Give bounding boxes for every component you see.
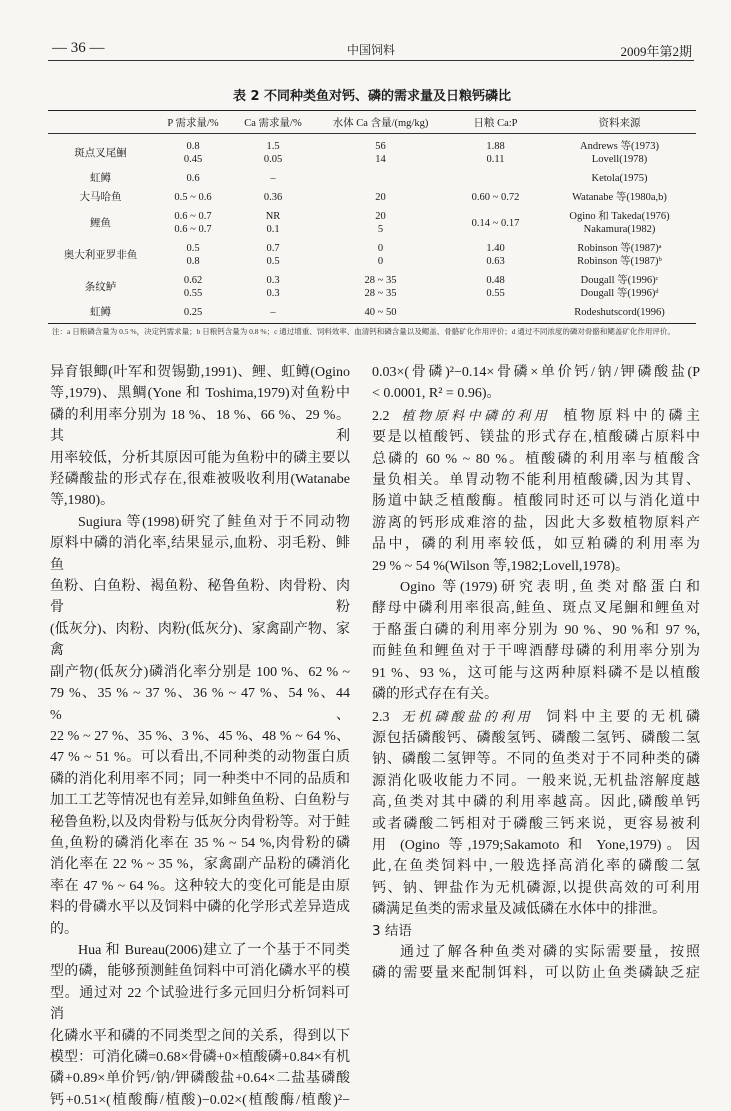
table-row	[48, 166, 696, 185]
text-line	[50, 405, 350, 448]
line-text: 而鲑鱼和鲤鱼对于干啤酒酵母磷的利用率分别为	[372, 644, 700, 660]
text-line	[372, 362, 700, 383]
line-text: 高,鱼类对其中磷的利用率越高。因此,磷酸单钙	[372, 795, 700, 811]
table-cell: 0.62	[183, 275, 203, 286]
text-line	[372, 792, 700, 813]
column-header: 水体 Ca 含量/(mg/kg)	[313, 111, 448, 134]
line-text: 秘鲁鱼粉,以及肉骨粉与低灰分肉骨粉等。对于鲑	[50, 814, 350, 830]
text-line	[50, 983, 350, 1026]
paragraph	[50, 362, 350, 512]
text-line	[50, 769, 350, 790]
table-cell: Ogino 和 Takeda(1976)	[569, 211, 670, 222]
text-line	[50, 833, 350, 854]
table-cell	[448, 166, 543, 185]
column-header: 日粮 Ca:P	[448, 111, 543, 134]
table-cell: 0.5	[186, 243, 200, 254]
text-line	[372, 620, 700, 641]
text-line	[50, 961, 350, 982]
line-text: 源消化吸收能力不同。一般来说,无机盐溶解度越	[372, 773, 700, 789]
table-cell: 56	[375, 141, 386, 152]
table-cell: Dougall 等(1996)ᶜ	[580, 275, 659, 286]
text-line	[372, 513, 700, 534]
text-line	[50, 533, 350, 576]
text-line	[50, 1090, 350, 1111]
table-cell: –	[270, 173, 276, 184]
line-text: 源包括磷酸钙、磷酸氢钙、磷酸二氢钙、磷酸二氢	[372, 730, 700, 746]
text-line	[372, 470, 700, 491]
line-text: 或者磷酸二钙相对于磷酸三钙来说，更容易被利	[372, 816, 700, 832]
table-cell: Lovell(1978)	[591, 154, 648, 165]
line-text: 磷的消化利用率不同；同一种类中不同的品质和	[50, 771, 350, 787]
line-text: 游离的钙形成难溶的盐，因此大多数植物原料产	[372, 515, 700, 531]
table-title: 表 2 不同种类鱼对钙、磷的需求量及日粮钙磷比	[232, 89, 512, 104]
table-header-row	[48, 111, 696, 134]
table-cell: 0.36	[263, 192, 283, 203]
table-cell: 1.40	[486, 243, 505, 254]
text-line	[372, 706, 700, 728]
table-cell: Dougall 等(1996)ᵈ	[580, 288, 659, 299]
table-cell: 28 ~ 35	[364, 275, 397, 286]
text-line	[50, 383, 350, 404]
running-header	[48, 38, 694, 61]
line-text: 用率较低，分析其原因可能为鱼粉中的磷主要以	[50, 450, 350, 466]
table-cell: 0.6 ~ 0.7	[174, 224, 212, 235]
table-cell: 0.55	[486, 288, 505, 299]
table-cell: 1.88	[486, 141, 505, 152]
species-cell: 鲤鱼	[90, 217, 111, 229]
table-cell	[313, 166, 448, 185]
text-line	[50, 469, 350, 490]
line-text: 型。通过对 22 个试验进行多元回归分析饲料可消	[50, 985, 350, 1023]
text-line	[372, 491, 700, 512]
line-text: 量负相关。单胃动物不能利用植酸磷,因为其胃、	[372, 473, 700, 489]
text-line	[50, 747, 350, 768]
line-text: 磷+0.89×单价钙/钠/钾磷酸盐+0.64×二盐基磷酸	[50, 1071, 350, 1087]
text-line	[372, 878, 700, 899]
line-text: 模型：可消化磷=0.68×骨磷+0×植酸磷+0.84×有机	[50, 1050, 350, 1065]
text-line	[372, 641, 700, 662]
species-cell: 虹鳟	[90, 307, 111, 318]
paragraph	[372, 942, 700, 985]
text-line	[372, 663, 700, 684]
species-cell: 条纹鲈	[84, 281, 117, 293]
table-row	[48, 134, 696, 154]
issue-label: 2009年第2期	[620, 44, 692, 59]
table-cell: 0.45	[183, 154, 203, 165]
table-cell: 0.48	[486, 275, 505, 286]
subsection-number: 2.3	[372, 709, 390, 725]
text-line	[50, 919, 350, 940]
table-cell: 0.8	[186, 256, 200, 267]
text-line	[372, 963, 700, 984]
text-line	[372, 728, 700, 749]
table-cell: 0.6 ~ 0.7	[174, 211, 212, 222]
line-text: 品中，磷的利用率较低，如豆粕磷的利用率为	[372, 537, 700, 553]
text-line	[50, 790, 350, 811]
text-line	[50, 576, 350, 619]
line-text: 此,在鱼类饲料中,一般选择高消化率的磷酸二氢	[372, 859, 700, 875]
journal-name: 中国饲料	[346, 43, 395, 57]
subsection-title: 无机磷酸盐的利用	[397, 708, 534, 724]
text-line	[50, 683, 350, 726]
paragraph	[372, 706, 700, 921]
line-text: 磷满足鱼类的需求量及减低磷在水体中的排泄。	[372, 902, 666, 918]
table-body	[48, 134, 696, 324]
column-header: 资料来源	[543, 111, 696, 134]
line-text: 原料中磷的消化率,结果显示,血粉、羽毛粉、鲱鱼	[50, 536, 350, 573]
table-cell: 0.63	[486, 256, 505, 267]
line-text: Hua 和 Bureau(2006)建立了一个基于不同类	[78, 942, 350, 958]
table-cell: 40 ~ 50	[364, 307, 397, 318]
table-row	[48, 204, 696, 223]
text-line	[372, 814, 700, 835]
table-row	[48, 236, 696, 255]
text-line	[372, 556, 700, 577]
line-text: < 0.0001, R² = 0.96)。	[372, 386, 501, 402]
text-line	[372, 899, 700, 920]
table-cell: 20	[375, 211, 386, 222]
text-line	[50, 619, 350, 662]
paragraph	[372, 405, 700, 577]
line-text: 异育银鲫(叶军和贺锡勤,1991)、鲤、虹鳟(Ogino	[50, 365, 350, 380]
text-line	[372, 835, 700, 856]
table-cell: 1.5	[266, 141, 280, 152]
text-line	[50, 854, 350, 875]
line-text: 于酪蛋白磷的利用率分别为 90 %、90 %和 97 %,	[372, 622, 700, 638]
column-header: P 需求量/%	[153, 111, 233, 134]
table-cell: NR	[265, 211, 281, 222]
table-cell: 5	[377, 224, 384, 235]
species-cell: 虹鳟	[90, 173, 111, 184]
table-cell	[448, 300, 543, 324]
text-line	[50, 448, 350, 469]
table-cell: 0.05	[263, 154, 283, 165]
text-line	[50, 362, 350, 383]
column-header: Ca 需求量/%	[233, 111, 313, 134]
line-text: 料的骨磷水平以及饲料中磷的化学形式差异造成	[50, 900, 350, 916]
subsection-title: 植物原料中磷的利用	[397, 407, 551, 423]
table-cell: 28 ~ 35	[364, 288, 397, 299]
line-text: 47 % ~ 51 %。可以看出,不同种类的动物蛋白质	[50, 750, 350, 766]
line-text: 率在 47 % ~ 64 %。这种较大的变化可能是由原	[50, 878, 350, 894]
line-text: 0.03×(骨磷)²−0.14×骨磷×单价钙/钠/钾磷酸盐(P	[372, 365, 700, 380]
table-cell: 0.5 ~ 0.6	[174, 192, 212, 203]
species-cell: 奥大利亚罗非鱼	[63, 249, 138, 261]
text-column-left	[50, 362, 350, 1111]
text-line	[372, 534, 700, 555]
text-line	[372, 383, 700, 404]
species-cell: 斑点叉尾鮰	[74, 147, 127, 159]
line-text: 加工工艺等情况也有差异,如鲱鱼鱼粉、白鱼粉与	[50, 793, 350, 809]
paragraph	[372, 577, 700, 705]
table-cell: 0.14 ~ 0.17	[471, 217, 520, 229]
text-line	[372, 577, 700, 598]
table-cell: 20	[375, 192, 386, 203]
table-row	[48, 300, 696, 324]
text-line	[50, 812, 350, 833]
line-text: 磷的利用率分别为 18 %、18 %、66 %、29 %。其利	[50, 407, 350, 445]
line-text: Ogino 等(1979)研究表明,鱼类对酪蛋白和	[400, 580, 700, 596]
paragraph	[50, 512, 350, 940]
line-text: 钠、磷酸二氢钾等。不同的鱼类对于不同种类的磷	[372, 752, 700, 768]
line-text: 79 %、35 % ~ 37 %、36 % ~ 47 %、54 %、44 %、	[50, 686, 350, 723]
line-text: 29 % ~ 54 %(Wilson 等,1982;Lovell,1978)。	[372, 558, 630, 574]
line-text: 植物原料中的磷主	[563, 408, 700, 424]
table-cell: Rodeshutscord(1996)	[574, 307, 665, 318]
text-line	[372, 427, 700, 448]
text-line	[50, 1047, 350, 1068]
line-text: 消化率在 22 % ~ 35 %，家禽副产品粉的磷消化	[50, 857, 350, 873]
table-cell: 0	[377, 243, 384, 254]
line-text: 副产物(低灰分)磷消化率分别是 100 %、62 % ~	[50, 664, 350, 680]
line-text: 要是以植酸钙、镁盐的形式存在,植酸磷占原料中	[372, 430, 700, 446]
text-line	[50, 1026, 350, 1047]
line-text: 磷的需要量来配制饵料，可以防止鱼类磷缺乏症	[372, 966, 700, 982]
line-text: 化磷水平和磷的不同类型之间的关系，得到以下	[50, 1028, 350, 1044]
line-text: Sugiura 等(1998)研究了鲑鱼对于不同动物	[78, 514, 350, 530]
table-cell: Robinson 等(1987)ᵃ	[577, 243, 662, 254]
line-text: 钙、钠、钾盐作为无机磷源,以提供高效的可利用	[372, 880, 700, 896]
line-text: 总磷的 60 % ~ 80 %。植酸磷的利用率与植酸含	[372, 451, 700, 467]
line-text: 通过了解各种鱼类对磷的实际需要量，按照	[400, 944, 700, 960]
text-line	[372, 856, 700, 877]
text-line	[50, 940, 350, 961]
text-line	[50, 876, 350, 897]
line-text: 酵母中磷利用率很高,鲑鱼、斑点叉尾鮰和鲤鱼对	[372, 601, 700, 617]
line-text: 等,1979)、黑鲷(Yone 和 Toshima,1979)对鱼粉中	[50, 386, 350, 402]
paragraph	[50, 940, 350, 1111]
text-line	[50, 512, 350, 533]
table-cell: 0.5	[266, 256, 280, 267]
table-cell: Robinson 等(1987)ᵇ	[577, 256, 662, 267]
table-cell: 0.7	[266, 243, 280, 254]
text-line	[372, 771, 700, 792]
text-line	[372, 598, 700, 619]
section-heading: 3 结语	[372, 922, 412, 939]
table-cell: Ketola(1975)	[591, 173, 648, 184]
table-cell: 0	[377, 256, 384, 267]
text-line	[372, 449, 700, 470]
column-header	[48, 111, 153, 134]
table-cell: –	[270, 307, 276, 318]
table-cell: Watanabe 等(1980a,b)	[572, 192, 667, 203]
paragraph	[372, 362, 700, 405]
table-cell: Nakamura(1982)	[583, 224, 656, 235]
line-text: 磷的形式存在有关。	[372, 687, 498, 703]
table-footnote: 注：a 日粮磷含量为 0.5 %，决定钙需求量；b 日粮钙含量为 0.8 %；c 通过增重、饲料效率、血清钙和磷含量以及鳃盖、骨骼矿化作用评价；d 通过不同浓度的磷对骨骼和鳃盖矿化作用评价。	[52, 327, 675, 336]
requirements-table	[48, 110, 696, 324]
line-text: (低灰分)、肉粉、肉粉(低灰分)、家禽副产物、家禽	[50, 621, 350, 659]
text-line	[50, 662, 350, 683]
table-cell: 0.3	[266, 275, 280, 286]
text-line	[372, 749, 700, 770]
line-text: 型的磷，能够预测鲑鱼饲料中可消化磷水平的模	[50, 964, 350, 980]
line-text: 鱼粉、白鱼粉、褐鱼粉、秘鲁鱼粉、肉骨粉、肉骨粉	[50, 579, 350, 616]
table-row	[48, 185, 696, 204]
line-text: 等,1980)。	[50, 493, 115, 509]
table-cell: 0.6	[186, 173, 200, 184]
line-text: 羟磷酸盐的形式存在,很难被吸收利用(Watanabe	[50, 472, 350, 488]
text-column-right	[372, 362, 700, 985]
table-cell: 0.25	[183, 307, 203, 318]
text-line	[372, 684, 700, 705]
subsection-number: 2.2	[372, 408, 390, 424]
page-number: — 36 —	[52, 40, 105, 56]
table-cell: 0.1	[266, 224, 280, 235]
line-text: 的。	[50, 921, 78, 937]
line-text: 钙+0.51×(植酸酶/植酸)−0.02×(植酸酶/植酸)²−	[50, 1092, 350, 1108]
line-text: 用 (Ogino 等,1979;Sakamoto 和 Yone,1979)。因	[372, 837, 700, 853]
text-line	[50, 897, 350, 918]
table-cell: 0.55	[183, 288, 203, 299]
line-text: 饲料中主要的无机磷	[546, 709, 700, 725]
table-cell: 14	[375, 154, 386, 165]
table-cell: 0.8	[186, 141, 200, 152]
species-cell: 大马哈鱼	[79, 192, 122, 203]
table-block	[48, 88, 696, 336]
table-row	[48, 268, 696, 287]
table-cell: 0.3	[266, 288, 280, 299]
text-line	[50, 726, 350, 747]
text-line	[372, 405, 700, 427]
text-line	[50, 490, 350, 511]
table-cell: 0.11	[486, 154, 505, 165]
line-text: 肠道中缺乏植酸酶。植酸同时还可以与消化道中	[372, 494, 700, 510]
line-text: 91 %、93 %，这可能与这两种原料磷不是以植酸	[372, 665, 700, 681]
line-text: 鱼,鱼粉的磷消化率在 35 % ~ 54 %,肉骨粉的磷	[50, 835, 350, 851]
line-text: 22 % ~ 27 %、35 %、3 %、45 %、48 % ~ 64 %、	[50, 728, 350, 744]
table-cell: Andrews 等(1973)	[579, 141, 660, 152]
table-cell: 0.60 ~ 0.72	[471, 192, 520, 203]
text-line	[50, 1068, 350, 1089]
text-line	[372, 942, 700, 963]
